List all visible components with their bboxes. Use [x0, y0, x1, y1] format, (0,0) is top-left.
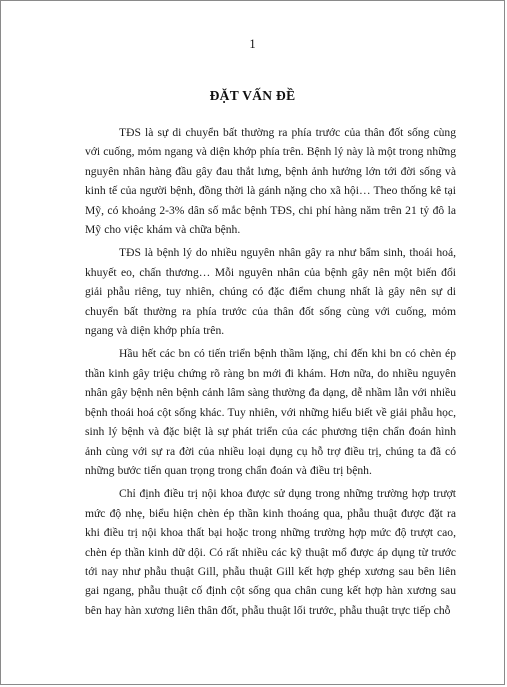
- document-title: ĐẶT VẤN ĐỀ: [209, 88, 296, 103]
- paragraph-1: TĐS là sự di chuyển bất thường ra phía trước của thân đốt sống cùng với cuống, mỏm ngang và diện khớp phía trên. Bệnh lý này là một trong những nguyên nhân hàng đầu gây đau thắt lưng, bệnh ảnh hưởng lớn tới đời sống và kinh tế của người bệnh, đồng thời là gánh nặng cho xã hội… Theo thống kê tại Mỹ, có khoảng 2-3% dân số mắc bệnh TĐS, chi phí hàng năm trên 21 tỷ đô la Mỹ cho việc khám và chữa bệnh.: [85, 126, 456, 237]
- paragraph-3: Hầu hết các bn có tiến triển bệnh thầm lặng, chỉ đến khi bn có chèn ép thần kinh gây triệu chứng rõ ràng bn mới đi khám. Hơn nữa, do nhiều nguyên nhân gây bệnh nên bệnh cảnh lâm sàng thường đa dạng, dễ nhầm lẫn với nhiều bệnh thoái hoá cột sống khác. Tuy nhiên, với những hiểu biết về giải phẫu học, sinh lý bệnh và đặc biệt là sự phát triển của các phương tiện chẩn đoán hình ảnh cùng với sự ra đời của nhiều loại dụng cụ hỗ trợ điều trị, chúng ta đã có những bước tiến quan trọng trong chẩn đoán và điều trị bệnh.: [85, 347, 456, 477]
- page-number: 1: [249, 37, 256, 51]
- document-body: [85, 123, 456, 624]
- paragraph-4: Chỉ định điều trị nội khoa được sử dụng trong những trường hợp trượt mức độ nhẹ, biểu hiện chèn ép thần kinh thoáng qua, phẫu thuật được đặt ra khi điều trị nội khoa thất bại hoặc trong những trường hợp mức độ trượt cao, chèn ép thần kinh dữ dội. Có rất nhiều các kỹ thuật mổ được áp dụng từ trước tới nay như phẫu thuật Gill, phẫu thuật Gill kết hợp ghép xương sau bên liên gai ngang, phẫu thuật cố định cột sống qua chân cung kết hợp hàn xương sau bên hay hàn xương liên thân đốt, phẫu thuật lối trước, phẫu thuật trực tiếp chỗ: [85, 487, 456, 617]
- paragraph-2: TĐS là bệnh lý do nhiều nguyên nhân gây ra như bẩm sinh, thoái hoá, khuyết eo, chấn thương… Mỗi nguyên nhân của bệnh gây nên một biến đổi giải phẫu riêng, tuy nhiên, chúng có đặc điểm chung nhất là gây nên sự di chuyển bất thường ra phía trước của thân đốt sống cùng với cuống, mỏm ngang và diện khớp phía trên.: [85, 246, 456, 338]
